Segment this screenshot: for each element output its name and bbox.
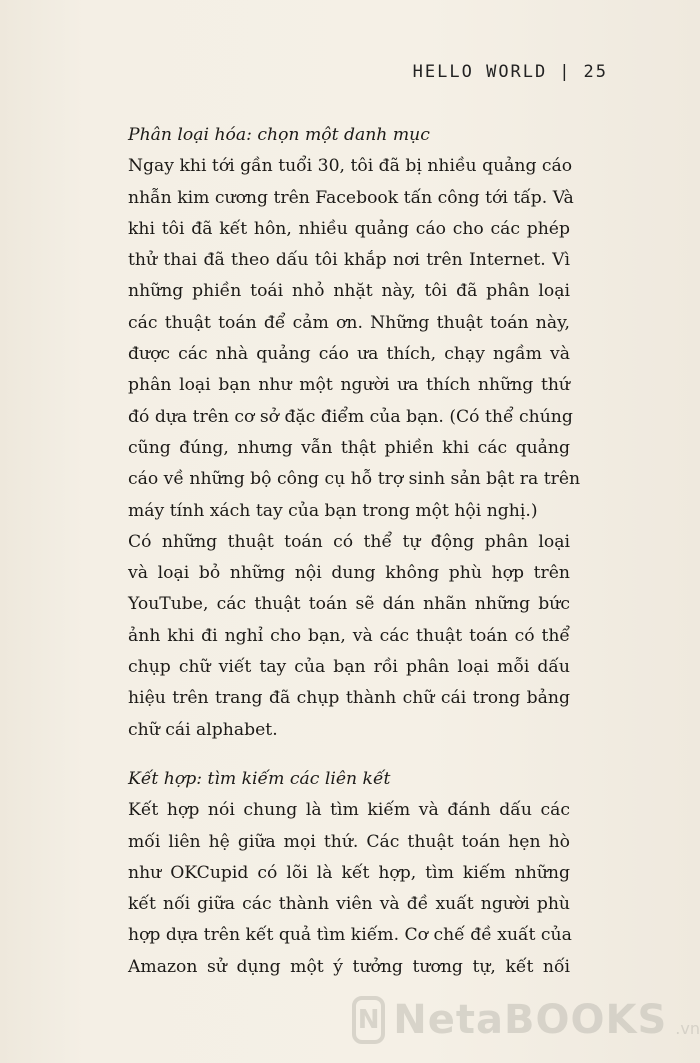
body-line: khi tôi đã kết hôn, nhiều quảng cáo cho các phép: [128, 218, 570, 239]
section-body-association: [128, 795, 570, 983]
section-body-classification: [128, 151, 581, 746]
body-line: máy tính xách tay của bạn trong một hội nghị.): [128, 500, 538, 521]
body-line: các thuật toán để cảm ơn. Những thuật toán này,: [128, 312, 570, 333]
body-line: nhẫn kim cương trên Facebook tấn công tới tấp. Và: [128, 187, 574, 208]
body-line: như OKCupid có lõi là kết hợp, tìm kiếm những: [128, 862, 570, 883]
body-line: ảnh khi đi nghỉ cho bạn, và các thuật toán có thể: [128, 625, 570, 646]
body-line: Kết hợp nói chung là tìm kiếm và đánh dấu các: [128, 800, 570, 821]
body-line: YouTube, các thuật toán sẽ dán nhãn những bức: [128, 594, 570, 615]
body-line: Amazon sử dụng một ý tưởng tương tự, kết nối: [128, 956, 570, 977]
body-line: mối liên hệ giữa mọi thứ. Các thuật toán hẹn hò: [128, 831, 570, 852]
watermark-logo-icon: N: [352, 996, 385, 1044]
body-line: chụp chữ viết tay của bạn rồi phân loại mỗi dấu: [128, 657, 570, 678]
running-title: HELLO WORLD: [412, 62, 548, 82]
body-line: cũng đúng, nhưng vẫn thật phiền khi các quảng: [128, 437, 570, 458]
body-line: phân loại bạn như một người ưa thích những thứ: [128, 375, 570, 396]
page-body: [128, 120, 581, 983]
section-heading-association: Kết hợp: tìm kiếm các liên kết: [128, 768, 391, 789]
body-line: những phiền toái nhỏ nhặt này, tôi đã phân loại: [128, 281, 570, 302]
body-line: thử thai đã theo dấu tôi khắp nơi trên Internet. Vì: [128, 250, 570, 271]
running-header: [413, 62, 608, 82]
body-line: hiệu trên trang đã chụp thành chữ cái trong bảng: [128, 688, 570, 709]
body-line: cáo về những bộ công cụ hỗ trợ sinh sản bật ra trên: [128, 469, 581, 490]
publisher-watermark: [352, 990, 700, 1050]
body-line: chữ cái alphabet.: [128, 719, 278, 740]
body-line: kết nối giữa các thành viên và đề xuất người phù: [128, 894, 570, 915]
body-line: Có những thuật toán có thể tự động phân loại: [128, 531, 570, 552]
body-line: được các nhà quảng cáo ưa thích, chạy ngầm và: [128, 344, 570, 365]
page-number: 25: [583, 62, 608, 82]
body-line: đó dựa trên cơ sở đặc điểm của bạn. (Có thể chúng: [128, 406, 573, 427]
watermark-brand: NetaBOOKS: [393, 997, 668, 1043]
section-gap: [128, 746, 570, 764]
header-separator: |: [559, 62, 572, 82]
body-line: và loại bỏ những nội dung không phù hợp trên: [128, 563, 570, 584]
section-heading-classification: Phân loại hóa: chọn một danh mục: [128, 125, 430, 145]
body-line: hợp dựa trên kết quả tìm kiếm. Cơ chế đề xuất của: [128, 925, 572, 946]
watermark-suffix: .vn: [675, 1019, 700, 1038]
body-line: Ngay khi tới gần tuổi 30, tôi đã bị nhiều quảng cáo: [128, 156, 573, 177]
